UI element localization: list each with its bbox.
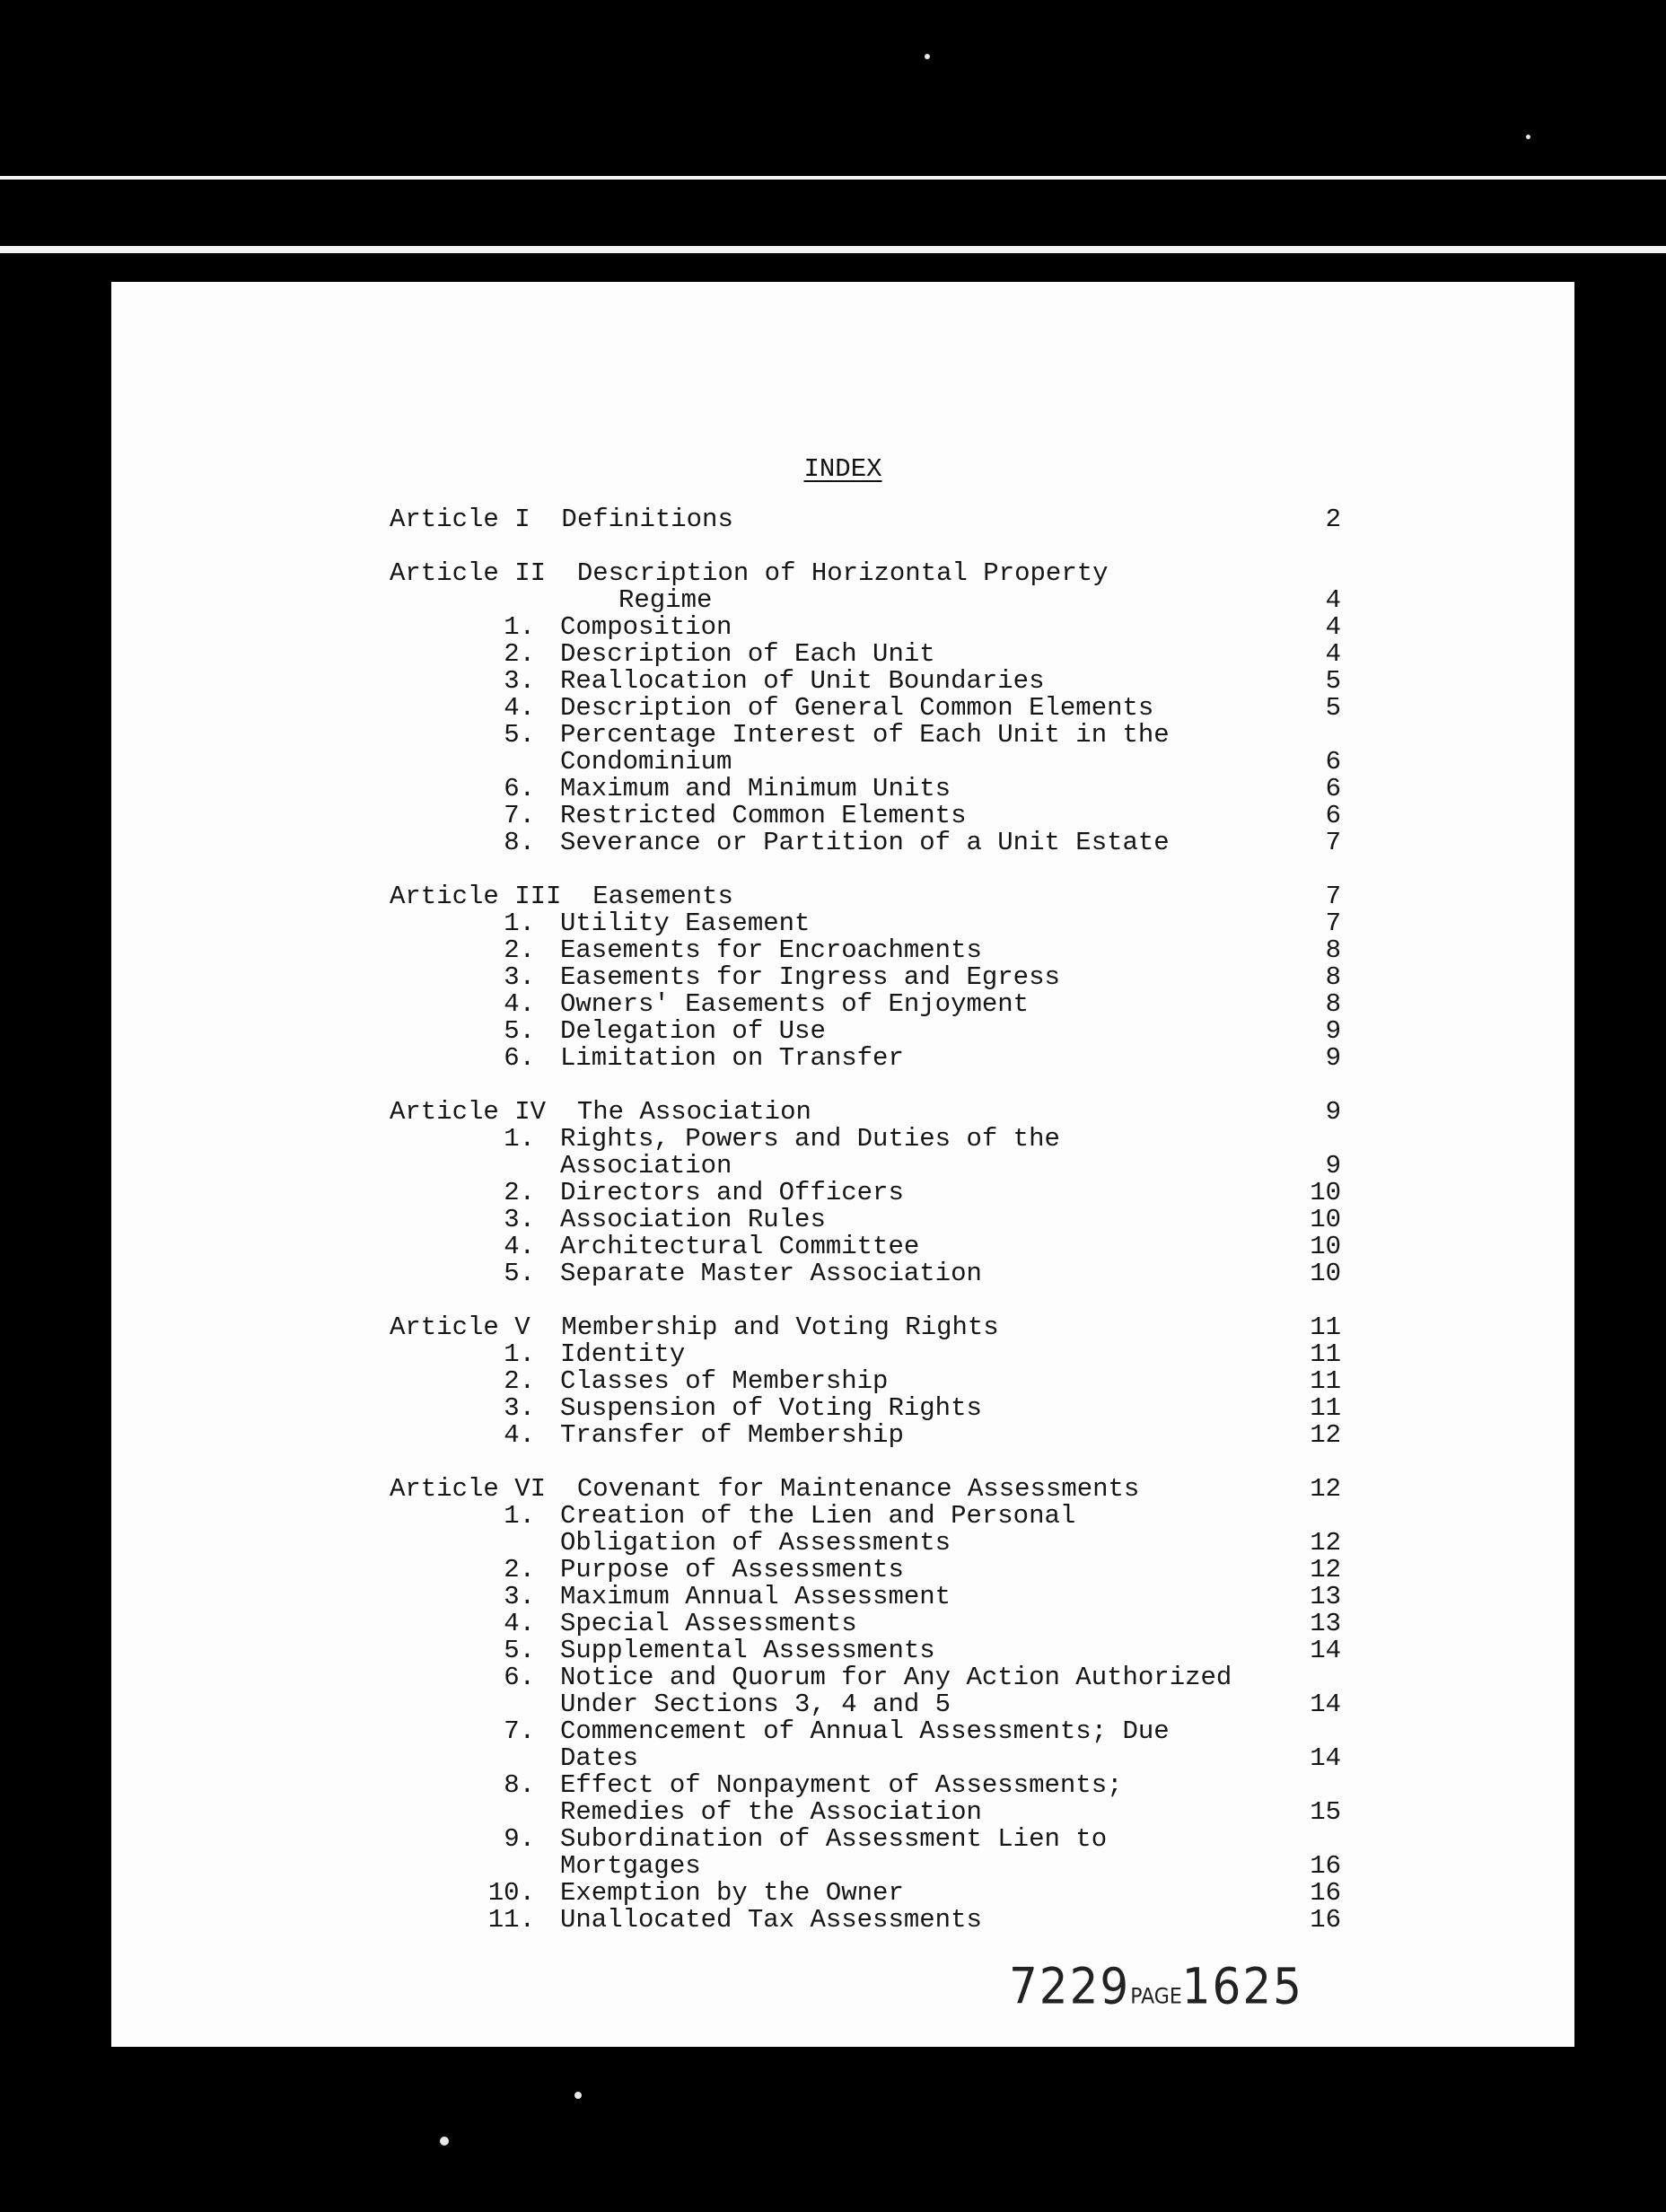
article-page-number: 12 — [1310, 1474, 1341, 1504]
section-page-number: 16 — [1310, 1851, 1341, 1881]
article-title: Article V Membership and Voting Rights — [390, 1312, 999, 1342]
section-page-number: 14 — [1310, 1743, 1341, 1773]
section-entry — [111, 908, 1574, 938]
section-page-number: 10 — [1310, 1232, 1341, 1261]
article-page-number: 11 — [1310, 1312, 1341, 1342]
article-gap — [111, 531, 1574, 558]
section-entry — [111, 935, 1574, 965]
section-page-number: 12 — [1310, 1555, 1341, 1584]
section-page-number: 14 — [1310, 1690, 1341, 1719]
section-title: Architectural Committee — [560, 1232, 920, 1261]
section-entry — [111, 1366, 1574, 1396]
section-page-number: 10 — [1310, 1259, 1341, 1288]
section-entry — [111, 1663, 1574, 1690]
section-entry-continued — [111, 1690, 1574, 1719]
section-page-number: 4 — [1325, 612, 1341, 642]
section-entry — [111, 1609, 1574, 1636]
section-title: Subordination of Assessment Lien to — [560, 1824, 1108, 1854]
scan-speck — [440, 2137, 449, 2146]
section-number: 7. — [504, 1716, 535, 1746]
section-entry — [111, 1770, 1574, 1800]
section-page-number: 5 — [1325, 666, 1341, 696]
section-page-number: 14 — [1310, 1636, 1341, 1665]
article-heading — [111, 1474, 1574, 1504]
section-page-number: 7 — [1325, 908, 1341, 938]
article-title: Article II Description of Horizontal Property — [390, 558, 1109, 588]
scan-edge-line — [0, 176, 1666, 180]
section-entry — [111, 1205, 1574, 1232]
section-number: 2. — [504, 1178, 535, 1207]
section-title: Effect of Nonpayment of Assessments; — [560, 1770, 1123, 1800]
section-page-number: 4 — [1325, 639, 1341, 669]
section-title: Separate Master Association — [560, 1259, 982, 1288]
article-heading — [111, 882, 1574, 911]
section-entry — [111, 1636, 1574, 1663]
section-number: 7. — [504, 801, 535, 830]
section-title: Exemption by the Owner — [560, 1878, 904, 1908]
section-page-number: 9 — [1325, 1151, 1341, 1181]
section-page-number: 10 — [1310, 1205, 1341, 1234]
section-entry-continued — [111, 1528, 1574, 1558]
section-entry — [111, 828, 1574, 855]
section-number: 6. — [504, 774, 535, 803]
section-title: Maximum Annual Assessment — [560, 1582, 951, 1611]
section-title: Owners' Easements of Enjoyment — [560, 989, 1030, 1019]
section-page-number: 11 — [1310, 1339, 1341, 1369]
section-title: Transfer of Membership — [560, 1420, 904, 1450]
section-entry — [111, 1555, 1574, 1582]
section-number: 2. — [504, 1555, 535, 1584]
section-page-number: 6 — [1325, 747, 1341, 777]
section-entry — [111, 1178, 1574, 1205]
section-entry — [111, 1716, 1574, 1746]
section-page-number: 7 — [1325, 828, 1341, 857]
section-page-number: 6 — [1325, 774, 1341, 803]
section-number: 4. — [504, 1232, 535, 1261]
section-title: Severance or Partition of a Unit Estate — [560, 828, 1170, 857]
section-title-continued: Under Sections 3, 4 and 5 — [560, 1690, 951, 1719]
article-page-number: 9 — [1325, 1097, 1341, 1127]
section-page-number: 10 — [1310, 1178, 1341, 1207]
section-entry — [111, 1501, 1574, 1531]
section-entry-continued — [111, 1151, 1574, 1181]
section-title: Identity — [560, 1339, 686, 1369]
section-number: 2. — [504, 1366, 535, 1396]
section-entry — [111, 693, 1574, 723]
section-page-number: 11 — [1310, 1366, 1341, 1396]
section-page-number: 12 — [1310, 1528, 1341, 1558]
section-title: Creation of the Lien and Personal — [560, 1501, 1076, 1531]
article-heading — [111, 558, 1574, 588]
section-number: 3. — [504, 666, 535, 696]
section-title: Commencement of Annual Assessments; Due — [560, 1716, 1170, 1746]
section-page-number: 5 — [1325, 693, 1341, 723]
section-number: 11. — [487, 1905, 535, 1935]
article-title: Article I Definitions — [390, 505, 733, 534]
article-page-number: 4 — [1325, 585, 1341, 615]
article-title: Article IV The Association — [390, 1097, 811, 1127]
stamp-label: PAGE — [1130, 1984, 1182, 2010]
section-entry — [111, 801, 1574, 828]
section-page-number: 16 — [1310, 1905, 1341, 1935]
section-number: 6. — [504, 1663, 535, 1692]
article-page-number: 7 — [1325, 882, 1341, 911]
section-title: Restricted Common Elements — [560, 801, 967, 830]
section-page-number: 15 — [1310, 1797, 1341, 1827]
section-title-continued: Condominium — [560, 747, 732, 777]
section-number: 3. — [504, 962, 535, 992]
section-number: 4. — [504, 693, 535, 723]
section-page-number: 8 — [1325, 962, 1341, 992]
scan-speck — [925, 54, 930, 59]
section-entry — [111, 666, 1574, 696]
section-number: 3. — [504, 1582, 535, 1611]
section-title: Purpose of Assessments — [560, 1555, 904, 1584]
section-entry-continued — [111, 1743, 1574, 1773]
section-number: 1. — [504, 612, 535, 642]
section-number: 5. — [504, 1259, 535, 1288]
section-entry — [111, 962, 1574, 992]
section-entry — [111, 1043, 1574, 1073]
section-number: 5. — [504, 720, 535, 750]
section-page-number: 8 — [1325, 935, 1341, 965]
table-of-contents — [111, 505, 1574, 1935]
section-title-continued: Association — [560, 1151, 732, 1181]
section-title: Limitation on Transfer — [560, 1043, 904, 1073]
section-page-number: 16 — [1310, 1878, 1341, 1908]
section-entry — [111, 989, 1574, 1019]
section-number: 5. — [504, 1636, 535, 1665]
section-title-continued: Remedies of the Association — [560, 1797, 982, 1827]
document-page — [111, 282, 1574, 2047]
section-entry — [111, 1905, 1574, 1935]
article-heading-continued — [111, 585, 1574, 615]
section-title: Delegation of Use — [560, 1016, 826, 1046]
section-number: 5. — [504, 1016, 535, 1046]
article-page-number: 2 — [1325, 505, 1341, 534]
section-entry — [111, 1232, 1574, 1259]
section-number: 1. — [504, 1339, 535, 1369]
section-page-number: 8 — [1325, 989, 1341, 1019]
section-title: Utility Easement — [560, 908, 811, 938]
stamp-book: 7229 — [1009, 1958, 1131, 2015]
scan-speck — [574, 2092, 582, 2099]
section-title: Suspension of Voting Rights — [560, 1393, 982, 1423]
section-entry — [111, 1582, 1574, 1609]
section-title: Maximum and Minimum Units — [560, 774, 951, 803]
section-entry-continued — [111, 1797, 1574, 1827]
section-page-number: 13 — [1310, 1609, 1341, 1638]
section-entry — [111, 774, 1574, 801]
section-number: 1. — [504, 1501, 535, 1531]
article-gap — [111, 1286, 1574, 1312]
section-number: 2. — [504, 639, 535, 669]
section-number: 1. — [504, 908, 535, 938]
section-title: Composition — [560, 612, 732, 642]
article-title: Article VI Covenant for Maintenance Assessments — [390, 1474, 1140, 1504]
section-number: 2. — [504, 935, 535, 965]
article-heading — [111, 1312, 1574, 1342]
section-title: Percentage Interest of Each Unit in the — [560, 720, 1170, 750]
section-title: Notice and Quorum for Any Action Authorized — [560, 1663, 1232, 1692]
section-entry — [111, 1420, 1574, 1450]
section-title: Unallocated Tax Assessments — [560, 1905, 982, 1935]
stamp-page: 1625 — [1181, 1958, 1303, 2015]
section-title-continued: Obligation of Assessments — [560, 1528, 951, 1558]
section-page-number: 13 — [1310, 1582, 1341, 1611]
section-title: Reallocation of Unit Boundaries — [560, 666, 1045, 696]
article-gap — [111, 1447, 1574, 1474]
section-number: 4. — [504, 1609, 535, 1638]
section-entry — [111, 612, 1574, 642]
section-number: 3. — [504, 1205, 535, 1234]
section-entry — [111, 1339, 1574, 1369]
section-entry-continued — [111, 747, 1574, 777]
section-title: Rights, Powers and Duties of the — [560, 1124, 1060, 1154]
section-title: Description of General Common Elements — [560, 693, 1154, 723]
section-number: 4. — [504, 989, 535, 1019]
section-entry — [111, 1016, 1574, 1046]
section-title: Association Rules — [560, 1205, 826, 1234]
section-page-number: 6 — [1325, 801, 1341, 830]
section-number: 8. — [504, 1770, 535, 1800]
section-page-number: 12 — [1310, 1420, 1341, 1450]
section-number: 4. — [504, 1420, 535, 1450]
article-heading — [111, 505, 1574, 534]
article-heading — [111, 1097, 1574, 1127]
section-title: Easements for Encroachments — [560, 935, 982, 965]
section-title: Description of Each Unit — [560, 639, 935, 669]
section-entry — [111, 639, 1574, 669]
section-number: 6. — [504, 1043, 535, 1073]
section-number: 9. — [504, 1824, 535, 1854]
book-page-stamp — [1009, 1958, 1303, 2015]
section-entry — [111, 1124, 1574, 1154]
section-number: 8. — [504, 828, 535, 857]
section-page-number: 9 — [1325, 1043, 1341, 1073]
section-title: Easements for Ingress and Egress — [560, 962, 1060, 992]
section-title: Special Assessments — [560, 1609, 857, 1638]
scan-speck — [1526, 135, 1530, 139]
article-title: Article III Easements — [390, 882, 733, 911]
scan-edge-line — [0, 246, 1666, 253]
page-title: INDEX — [803, 454, 882, 484]
article-gap — [111, 855, 1574, 882]
section-title: Supplemental Assessments — [560, 1636, 935, 1665]
article-gap — [111, 1070, 1574, 1097]
section-entry — [111, 1824, 1574, 1854]
section-entry — [111, 1878, 1574, 1908]
section-number: 1. — [504, 1124, 535, 1154]
section-entry-continued — [111, 1851, 1574, 1881]
section-entry — [111, 1393, 1574, 1423]
section-entry — [111, 1259, 1574, 1286]
section-number: 3. — [504, 1393, 535, 1423]
section-entry — [111, 720, 1574, 750]
section-title-continued: Dates — [560, 1743, 639, 1773]
section-title: Directors and Officers — [560, 1178, 904, 1207]
section-page-number: 9 — [1325, 1016, 1341, 1046]
section-page-number: 11 — [1310, 1393, 1341, 1423]
section-title-continued: Mortgages — [560, 1851, 701, 1881]
section-number: 10. — [487, 1878, 535, 1908]
section-title: Classes of Membership — [560, 1366, 889, 1396]
article-title-continued: Regime — [618, 585, 713, 615]
